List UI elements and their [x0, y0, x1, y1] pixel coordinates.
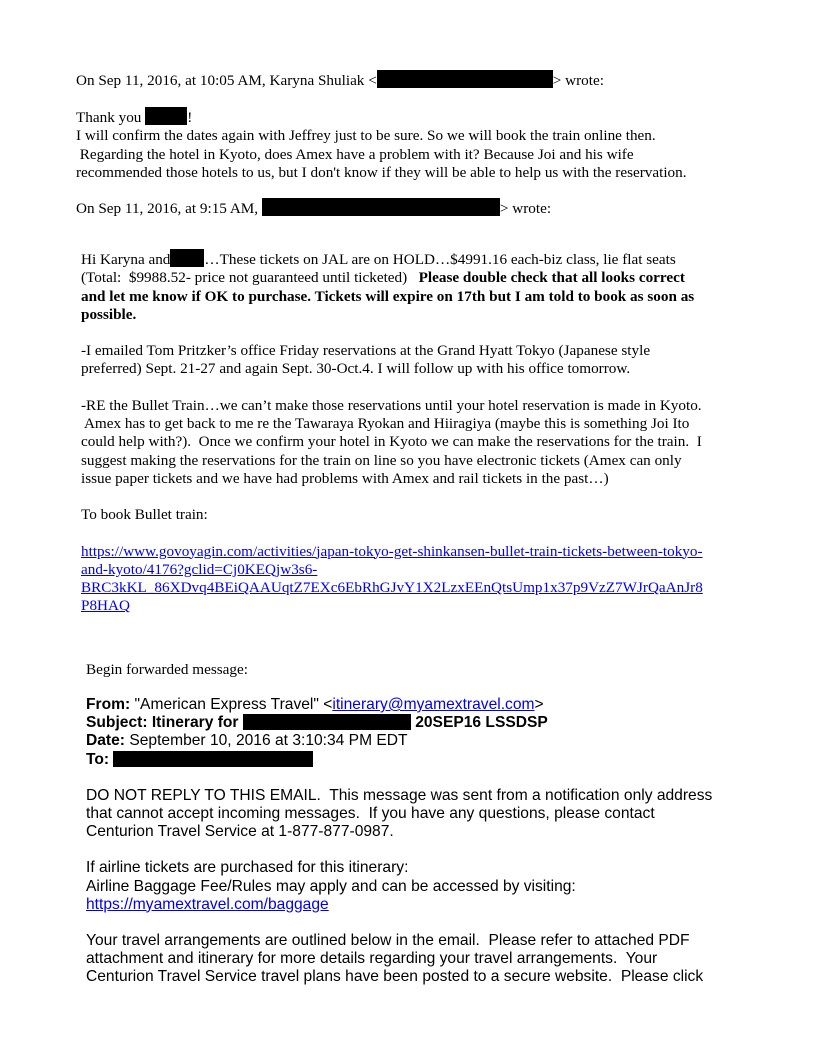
redacted-email-1 — [377, 70, 553, 88]
hotel-line: -I emailed Tom Pritzker’s office Friday reservations at the Grand Hyatt Tokyo (Japanese style — [81, 342, 651, 360]
body-line: Regarding the hotel in Kyoto, does Amex have a problem with it? Because Joi and his wife — [76, 145, 634, 163]
forwarded-headers — [86, 696, 786, 987]
notice-line: that cannot accept incoming messages. If you have any questions, please contact — [86, 805, 655, 823]
baggage-line: If airline tickets are purchased for this itinerary: — [86, 859, 409, 877]
notice-line: Centurion Travel Service at 1-877-877-0987. — [86, 823, 394, 841]
link-line[interactable]: https://www.govoyagin.com/activities/japan-tokyo-get-shinkansen-bullet-train-tickets-between-tokyo- — [81, 542, 703, 560]
header-2-prefix: On Sep 11, 2016, at 9:15 AM, — [76, 200, 259, 217]
link-line[interactable]: BRC3kKL_86XDvq4BEiQAAUqtZ7EXc6EbRhGJvY1X2LzxEEnQtsUmp1x37p9VzZ7WJrQaAnJr8 — [81, 579, 703, 597]
header-1-prefix: On Sep 11, 2016, at 10:05 AM, Karyna Shuliak < — [76, 72, 377, 89]
date-line: Date: September 10, 2016 at 3:10:34 PM EDT — [86, 732, 408, 750]
intro-line: possible. — [81, 305, 137, 323]
baggage-link[interactable]: https://myamextravel.com/baggage — [86, 895, 329, 913]
from-line: From: "American Express Travel" <itinerary@myamextravel.com> — [86, 696, 544, 713]
train-line: issue paper tickets and we have had problems with Amex and rail tickets in the past…) — [81, 469, 609, 487]
from-email-link[interactable]: itinerary@myamextravel.com — [332, 696, 535, 713]
book-label: To book Bullet train: — [81, 506, 208, 524]
arrangement-line: Centurion Travel Service travel plans have been posted to a secure website. Please click — [86, 968, 704, 986]
notice-line: DO NOT REPLY TO THIS EMAIL. This message was sent from a notification only address — [86, 786, 713, 804]
arrangement-line: Your travel arrangements are outlined below in the email. Please refer to attached PDF — [86, 932, 690, 950]
body-line: recommended those hotels to us, but I don't know if they will be able to help us with the reservation. — [76, 163, 687, 181]
forwarded-begin: Begin forwarded message: — [86, 661, 248, 678]
train-line: Amex has to get back to me re the Tawaraya Ryokan and Hiiragiya (maybe this is something Joi Ito — [81, 415, 690, 433]
email-body-2 — [81, 249, 801, 616]
redacted-subject-name — [243, 714, 411, 730]
header-1-suffix: > wrote: — [552, 72, 604, 89]
link-line[interactable]: and-kyoto/4176?gclid=Cj0KEQjw3s6- — [81, 560, 318, 578]
email-header-1 — [76, 70, 776, 90]
baggage-line: Airline Baggage Fee/Rules may apply and can be accessed by visiting: — [86, 877, 576, 895]
redacted-name-1 — [145, 107, 187, 125]
intro-line: Hi Karyna and …These tickets on JAL are on HOLD…$4991.16 each-biz class, lie flat seats — [81, 251, 676, 268]
subject-line: Subject: Itinerary for 20SEP16 LSSDSP — [86, 714, 548, 732]
link-line[interactable]: P8HAQ — [81, 597, 130, 615]
redacted-name-2 — [170, 249, 204, 267]
email-body-1 — [76, 107, 796, 182]
redacted-email-2 — [262, 198, 500, 216]
to-line: To: — [86, 751, 786, 769]
train-line: could help with?). Once we confirm your hotel in Kyoto we can make the reservations for the train. I — [81, 433, 702, 451]
redacted-recipient — [113, 751, 313, 767]
email-header-2 — [76, 198, 776, 218]
train-line: -RE the Bullet Train…we can’t make those reservations until your hotel reservation is made in Kyoto. — [81, 396, 702, 414]
greeting-line: Thank you ! — [76, 109, 193, 126]
hotel-line: preferred) Sept. 21-27 and again Sept. 30-Oct.4. I will follow up with his office tomorrow. — [81, 360, 631, 378]
body-line: I will confirm the dates again with Jeffrey just to be sure. So we will book the train online then. — [76, 127, 656, 145]
intro-line: and let me know if OK to purchase. Tickets will expire on 17th but I am told to book as soon as — [81, 287, 695, 305]
train-line: suggest making the reservations for the train on line so you have electronic tickets (Amex can only — [81, 451, 682, 469]
arrangement-line: attachment and itinerary for more details regarding your travel arrangements. Your — [86, 950, 658, 968]
bullet-train-link[interactable] — [81, 543, 801, 616]
intro-line: (Total: $9988.52- price not guaranteed until ticketed) Please double check that all looks correct — [81, 269, 685, 287]
header-2-suffix: > wrote: — [499, 200, 552, 217]
